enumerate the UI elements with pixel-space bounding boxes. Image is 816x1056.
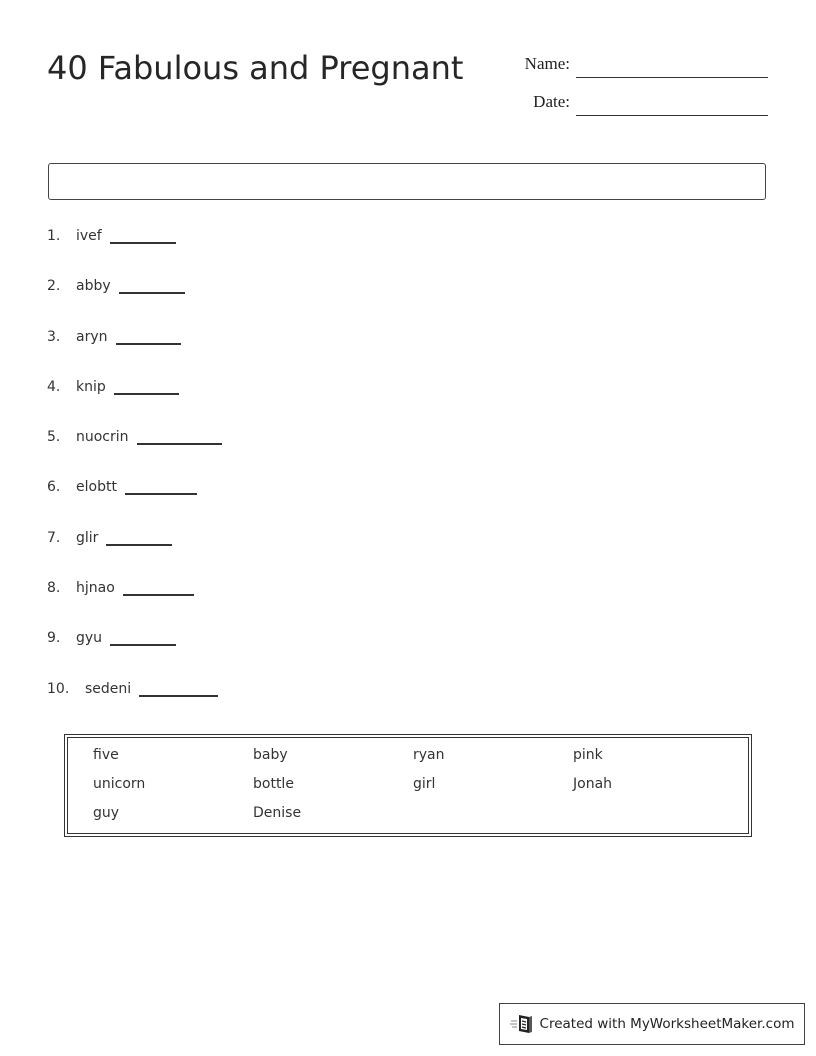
answer-blank[interactable]	[114, 393, 179, 395]
worksheet-maker-logo-icon	[510, 1013, 534, 1035]
scrambled-word: hjnao	[76, 580, 115, 597]
question-number: 9.	[47, 630, 61, 647]
word-bank-item: guy	[93, 805, 120, 821]
question-number: 4.	[47, 378, 61, 395]
question-item	[47, 429, 222, 479]
word-bank-grid	[93, 747, 733, 834]
name-field	[500, 48, 768, 78]
answer-blank[interactable]	[110, 242, 176, 244]
date-line[interactable]	[576, 115, 768, 116]
question-number: 5.	[47, 429, 61, 446]
word-bank-item: girl	[413, 776, 436, 792]
scrambled-word: elobtt	[76, 479, 117, 496]
scrambled-word: ivef	[76, 228, 102, 244]
answer-blank[interactable]	[123, 594, 194, 596]
question-number: 10.	[47, 680, 70, 697]
date-field	[500, 86, 768, 116]
scrambled-word: knip	[76, 378, 106, 395]
instructions-box	[48, 163, 766, 200]
word-bank-item: Jonah	[573, 776, 613, 792]
scrambled-word: nuocrin	[76, 429, 129, 446]
question-item	[47, 379, 222, 429]
word-bank-item: baby	[253, 747, 288, 763]
answer-blank[interactable]	[137, 443, 222, 445]
scrambled-word: gyu	[76, 630, 103, 647]
date-label: Date:	[533, 92, 570, 111]
word-bank-item: five	[93, 747, 119, 763]
answer-blank[interactable]	[125, 493, 197, 495]
name-line[interactable]	[576, 77, 768, 78]
question-number: 7.	[47, 529, 61, 546]
question-number: 6.	[47, 479, 61, 496]
scrambled-word: glir	[76, 529, 99, 546]
question-item	[47, 278, 222, 328]
question-number: 3.	[47, 328, 61, 345]
footer-credit	[499, 1003, 805, 1045]
answer-blank[interactable]	[139, 695, 218, 697]
answer-blank[interactable]	[106, 544, 172, 546]
word-bank-item: unicorn	[93, 776, 146, 792]
question-item	[47, 630, 222, 680]
word-bank-item: Denise	[253, 805, 302, 821]
question-number: 2.	[47, 278, 61, 295]
question-item	[47, 580, 222, 630]
question-number: 8.	[47, 580, 61, 597]
question-item	[47, 479, 222, 529]
page-title: 40 Fabulous and Pregnant	[47, 49, 464, 87]
answer-blank[interactable]	[110, 644, 176, 646]
footer-text: Created with MyWorksheetMaker.com	[539, 1016, 795, 1032]
question-item	[47, 530, 222, 580]
word-bank	[64, 734, 752, 837]
answer-blank[interactable]	[116, 343, 181, 345]
question-list	[47, 228, 222, 731]
question-item	[47, 329, 222, 379]
scrambled-word: sedeni	[85, 680, 132, 697]
question-item	[47, 681, 222, 731]
word-bank-item: ryan	[413, 747, 445, 763]
answer-blank[interactable]	[119, 292, 185, 294]
word-bank-item: pink	[573, 747, 603, 763]
scrambled-word: aryn	[76, 328, 108, 345]
question-number: 1.	[47, 228, 61, 244]
question-item	[47, 228, 222, 278]
name-label: Name:	[524, 54, 570, 73]
word-bank-item: bottle	[253, 776, 294, 792]
scrambled-word: abby	[76, 278, 111, 295]
